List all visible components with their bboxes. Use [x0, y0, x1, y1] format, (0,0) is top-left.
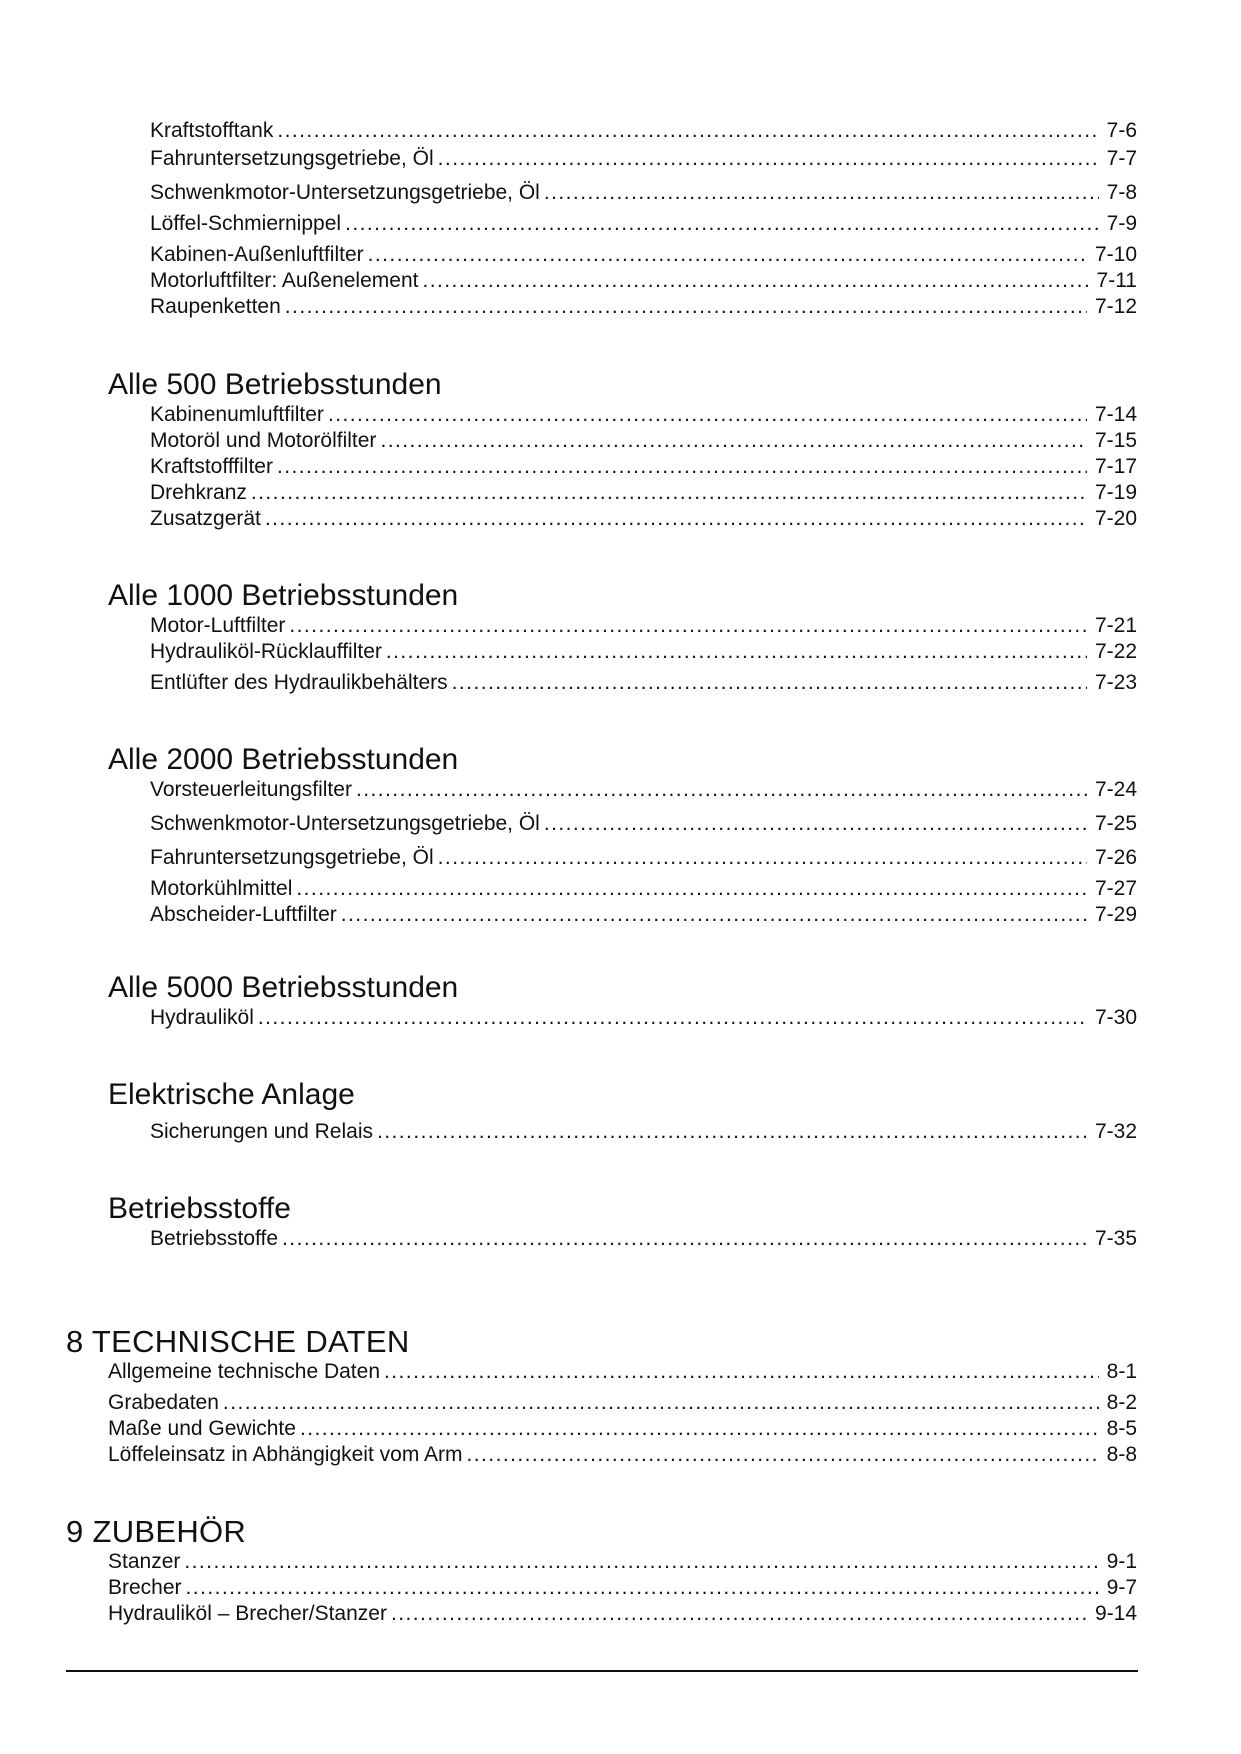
toc-entry-page: 7-25: [1094, 812, 1137, 835]
toc-entry-title: Hydrauliköl – Brecher/Stanzer: [108, 1602, 387, 1625]
toc-entry-title: Raupenketten: [150, 295, 281, 318]
toc-entry[interactable]: [150, 506, 1137, 532]
toc-entry-page: 7-24: [1094, 778, 1137, 801]
toc-entry-page: 7-12: [1094, 295, 1137, 318]
dot-leader: [328, 402, 1087, 428]
toc-entry[interactable]: [108, 1359, 1137, 1385]
toc-entry-page: 7-9: [1106, 212, 1137, 235]
toc-entry-page: 7-22: [1094, 640, 1137, 663]
toc-entry[interactable]: [150, 242, 1137, 268]
toc-entry-title: Kraftstofffilter: [150, 455, 273, 478]
toc-entry[interactable]: [150, 118, 1137, 144]
toc-entry-page: 7-7: [1106, 147, 1137, 170]
toc-entry[interactable]: [108, 1416, 1137, 1442]
toc-entry[interactable]: [108, 1601, 1137, 1627]
dot-leader: [277, 118, 1098, 144]
toc-entry-title: Löffel-Schmiernippel: [150, 212, 342, 235]
dot-leader: [384, 1359, 1099, 1385]
toc-entry-page: 7-11: [1096, 269, 1137, 292]
toc-entry[interactable]: [150, 1119, 1137, 1145]
toc-entry-title: Fahruntersetzungsgetriebe, Öl: [150, 846, 434, 869]
toc-entry[interactable]: [150, 639, 1137, 665]
toc-entry-page: 8-8: [1106, 1443, 1137, 1466]
toc-entry[interactable]: [150, 1005, 1137, 1031]
toc-entry-title: Fahruntersetzungsgetriebe, Öl: [150, 147, 434, 170]
toc-entry[interactable]: [150, 428, 1137, 454]
dot-leader: [300, 1416, 1099, 1442]
toc-entry[interactable]: [150, 777, 1137, 803]
toc-entry[interactable]: [150, 402, 1137, 428]
toc-entry-title: Hydrauliköl-Rücklauffilter: [150, 640, 382, 663]
dot-leader: [380, 428, 1087, 454]
toc-entry-title: Schwenkmotor-Untersetzungsgetriebe, Öl: [150, 812, 540, 835]
toc-entry-title: Motorluftfilter: Außenelement: [150, 269, 419, 292]
toc-entry-page: 7-19: [1094, 481, 1137, 504]
toc-entry-page: 7-6: [1106, 119, 1137, 142]
toc-entry[interactable]: [150, 670, 1137, 696]
dot-leader: [285, 294, 1087, 320]
dot-leader: [341, 902, 1087, 928]
dot-leader: [265, 506, 1087, 532]
toc-entry-title: Kabinen-Außenluftfilter: [150, 243, 364, 266]
dot-leader: [251, 480, 1087, 506]
dot-leader: [452, 670, 1087, 696]
section-heading: Elektrische Anlage: [108, 1078, 355, 1111]
toc-entry-title: Kraftstofftank: [150, 119, 274, 142]
toc-entry-page: 7-10: [1094, 243, 1137, 266]
toc-entry[interactable]: [150, 268, 1137, 294]
dot-leader: [223, 1390, 1099, 1416]
dot-leader: [391, 1601, 1087, 1627]
toc-entry-page: 9-7: [1106, 1576, 1137, 1599]
toc-entry[interactable]: [150, 1226, 1137, 1252]
dot-leader: [345, 211, 1099, 237]
toc-entry-title: Kabinenumluftfilter: [150, 403, 324, 426]
toc-entry[interactable]: [108, 1390, 1137, 1416]
toc-entry[interactable]: [150, 876, 1137, 902]
toc-entry[interactable]: [150, 454, 1137, 480]
dot-leader: [368, 242, 1087, 268]
toc-entry[interactable]: [150, 845, 1137, 871]
toc-entry-title: Hydrauliköl: [150, 1006, 254, 1029]
toc-entry-page: 7-20: [1094, 507, 1137, 530]
toc-entry-title: Entlüfter des Hydraulikbehälters: [150, 671, 448, 694]
dot-leader: [377, 1119, 1087, 1145]
dot-leader: [422, 268, 1088, 294]
toc-entry-page: 9-1: [1106, 1550, 1137, 1573]
dot-leader: [544, 811, 1087, 837]
toc-entry[interactable]: [150, 902, 1137, 928]
toc-entry[interactable]: [150, 811, 1137, 837]
toc-entry-title: Zusatzgerät: [150, 507, 261, 530]
toc-entry-title: Motoröl und Motorölfilter: [150, 429, 377, 452]
toc-entry-page: 7-15: [1094, 429, 1137, 452]
toc-entry-title: Betriebsstoffe: [150, 1227, 279, 1250]
dot-leader: [438, 146, 1099, 172]
toc-entry-title: Drehkranz: [150, 481, 247, 504]
toc-entry[interactable]: [150, 613, 1137, 639]
section-heading: Alle 5000 Betriebsstunden: [108, 971, 459, 1004]
toc-entry-title: Schwenkmotor-Untersetzungsgetriebe, Öl: [150, 181, 540, 204]
dot-leader: [386, 639, 1087, 665]
toc-entry-title: Löffeleinsatz in Abhängigkeit vom Arm: [108, 1443, 463, 1466]
toc-entry[interactable]: [150, 211, 1137, 237]
dot-leader: [289, 613, 1087, 639]
toc-entry-title: Grabedaten: [108, 1391, 219, 1414]
toc-entry-page: 9-14: [1094, 1602, 1137, 1625]
dot-leader: [277, 454, 1087, 480]
dot-leader: [282, 1226, 1087, 1252]
toc-entry-page: 7-30: [1094, 1006, 1137, 1029]
toc-entry-page: 8-1: [1106, 1360, 1137, 1383]
section-heading: Alle 500 Betriebsstunden: [108, 368, 442, 401]
toc-entry[interactable]: [108, 1549, 1137, 1575]
toc-entry-page: 7-17: [1094, 455, 1137, 478]
toc-entry[interactable]: [108, 1442, 1137, 1468]
toc-entry-page: 7-29: [1094, 903, 1137, 926]
chapter-heading: 8 TECHNISCHE DATEN: [66, 1324, 410, 1359]
toc-entry-title: Sicherungen und Relais: [150, 1120, 373, 1143]
toc-entry-title: Motorkühlmittel: [150, 877, 293, 900]
toc-entry-title: Vorsteuerleitungsfilter: [150, 778, 352, 801]
section-heading: Alle 1000 Betriebsstunden: [108, 579, 459, 612]
dot-leader: [296, 876, 1087, 902]
toc-entry[interactable]: [150, 180, 1137, 206]
toc-entry-title: Brecher: [108, 1576, 182, 1599]
toc-entry-title: Motor-Luftfilter: [150, 614, 286, 637]
dot-leader: [544, 180, 1099, 206]
toc-entry-page: 7-26: [1094, 846, 1137, 869]
toc-entry-page: 7-8: [1106, 181, 1137, 204]
toc-entry-title: Maße und Gewichte: [108, 1417, 296, 1440]
section-heading: Alle 2000 Betriebsstunden: [108, 743, 459, 776]
toc-entry-title: Abscheider-Luftfilter: [150, 903, 337, 926]
dot-leader: [258, 1005, 1087, 1031]
toc-entry[interactable]: [108, 1575, 1137, 1601]
toc-entry[interactable]: [150, 294, 1137, 320]
toc-entry-page: 8-2: [1106, 1391, 1137, 1414]
toc-entry-page: 7-27: [1094, 877, 1137, 900]
toc-entry[interactable]: [150, 146, 1137, 172]
dot-leader: [186, 1575, 1099, 1601]
chapter-heading: 9 ZUBEHÖR: [66, 1514, 247, 1549]
toc-entry-page: 7-21: [1094, 614, 1137, 637]
toc-entry[interactable]: [150, 480, 1137, 506]
footer-rule: [66, 1670, 1138, 1672]
toc-entry-title: Stanzer: [108, 1550, 181, 1573]
toc-entry-page: 7-14: [1094, 403, 1137, 426]
toc-entry-title: Allgemeine technische Daten: [108, 1360, 380, 1383]
dot-leader: [356, 777, 1087, 803]
dot-leader: [184, 1549, 1098, 1575]
toc-entry-page: 8-5: [1106, 1417, 1137, 1440]
toc-entry-page: 7-23: [1094, 671, 1137, 694]
dot-leader: [467, 1442, 1099, 1468]
toc-entry-page: 7-35: [1094, 1227, 1137, 1250]
section-heading: Betriebsstoffe: [108, 1192, 291, 1225]
dot-leader: [438, 845, 1087, 871]
toc-entry-page: 7-32: [1094, 1120, 1137, 1143]
